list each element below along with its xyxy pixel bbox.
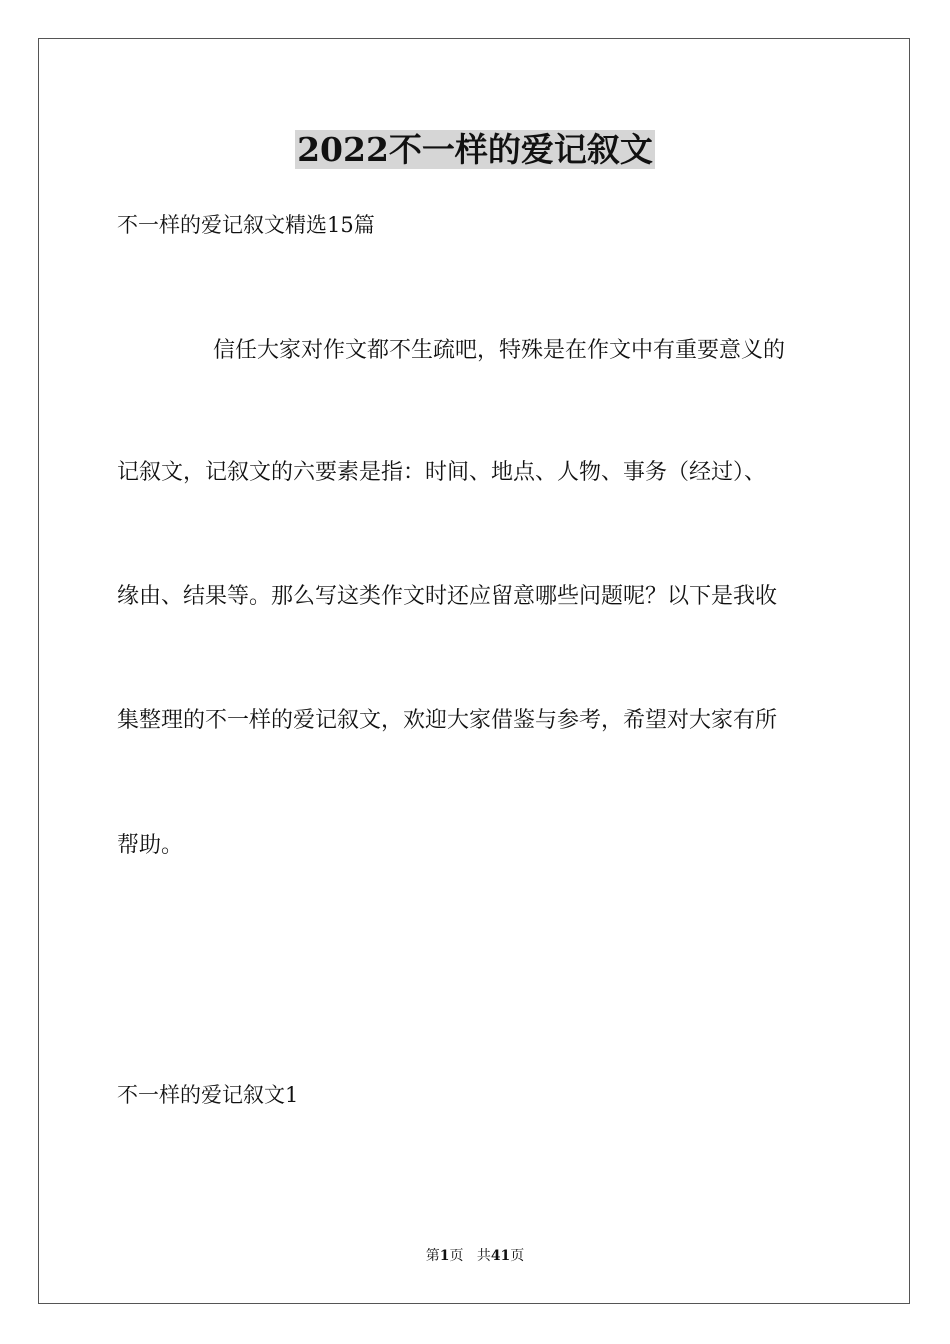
footer-total-prefix: 共 xyxy=(476,1248,491,1264)
footer-page-suffix: 页 xyxy=(449,1248,464,1264)
intro-line-5: 帮助。 xyxy=(117,833,184,858)
document-title-text: 2022不一样的爱记叙文 xyxy=(297,130,653,169)
page-footer xyxy=(0,1246,950,1266)
document-title xyxy=(0,128,950,172)
intro-line-3: 缘由、结果等。那么写这类作文时还应留意哪些问题呢？以下是我收 xyxy=(117,584,778,609)
footer-page-number: 1 xyxy=(439,1248,450,1264)
footer-total-suffix: 页 xyxy=(510,1248,525,1264)
intro-line-1: 信任大家对作文都不生疏吧，特殊是在作文中有重要意义的 xyxy=(213,338,786,363)
footer-page-prefix: 第 xyxy=(425,1248,440,1264)
intro-line-2: 记叙文，记叙文的六要素是指：时间、地点、人物、事务（经过）、 xyxy=(117,460,767,485)
intro-line-4: 集整理的不一样的爱记叙文，欢迎大家借鉴与参考，希望对大家有所 xyxy=(117,708,778,733)
document-subtitle: 不一样的爱记叙文精选15篇 xyxy=(117,213,375,237)
footer-total-pages: 41 xyxy=(490,1248,511,1264)
section-heading: 不一样的爱记叙文1 xyxy=(117,1083,299,1107)
